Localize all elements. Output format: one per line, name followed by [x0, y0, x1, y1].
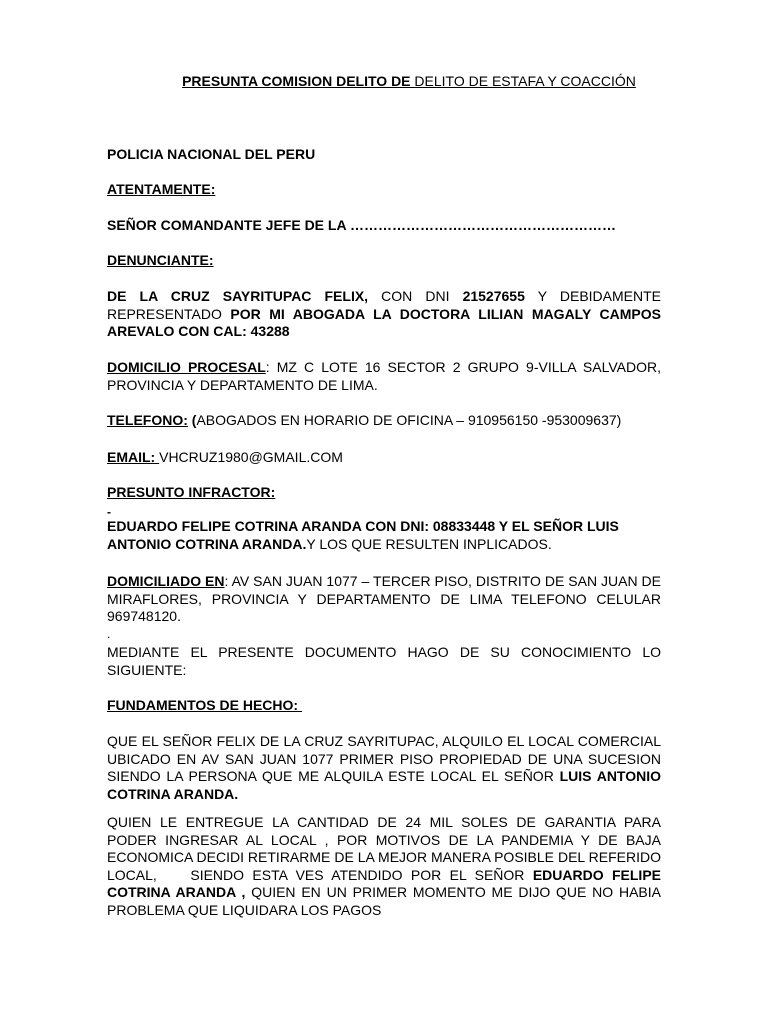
domicilio-procesal-value: : MZ C LOTE 16 SECTOR 2 GRUPO 9-VILLA SALVADOR, PROVINCIA Y DEPARTAMENTO DE LIMA. [107, 359, 661, 393]
domicilio-procesal-label: DOMICILIO PROCESAL [107, 359, 266, 375]
domiciliado-label: DOMICILIADO EN [107, 573, 225, 589]
telefono-paren: ( [187, 412, 197, 428]
denunciante-representative: POR MI ABOGADA LA DOCTORA LILIAN MAGALY CAMPOS AREVALO CON CAL: 43288 [107, 305, 661, 339]
fact-1-bold: LUIS ANTONIO COTRINA ARANDA. [107, 768, 662, 802]
infractor-dash-mark: - [107, 505, 111, 519]
authority-line: POLICIA NACIONAL DEL PERU [107, 146, 316, 162]
fact-paragraph-1 [107, 733, 661, 803]
addressee-line: SEÑOR COMANDANTE JEFE DE LA ………………………………………………… [107, 217, 616, 233]
domiciliado-value: : AV SAN JUAN 1077 – TERCER PISO, DISTRITO DE SAN JUAN DE MIRAFLORES, PROVINCIA Y DEPARTAMENTO DE LIMA TELEFONO CELULAR 969748120. [107, 573, 661, 624]
fundamentos-heading: FUNDAMENTOS DE HECHO: [107, 697, 302, 713]
fact-2-text-2: QUIEN EN UN PRIMER MOMENTO ME DIJO QUE NO HABIA PROBLEMA QUE LIQUIDARA LOS PAGOS [107, 884, 665, 918]
title-part-2: DELITO DE ESTAFA Y COACCIÓN [414, 73, 636, 89]
denunciante-name: DE LA CRUZ SAYRITUPAC FELIX, [107, 288, 369, 304]
telefono-line [107, 412, 661, 430]
denunciante-middle: Y DEBIDAMENTE REPRESENTADO [107, 288, 661, 322]
fact-paragraph-2 [107, 814, 665, 919]
domicilio-procesal-paragraph [107, 359, 661, 394]
denunciante-dni: 21527655 [462, 288, 525, 304]
dot-mark: . [107, 627, 111, 641]
infractor-paragraph [107, 518, 661, 553]
intro-paragraph: MEDIANTE EL PRESENTE DOCUMENTO HAGO DE SU CONOCIMIENTO LO SIGUIENTE: [107, 644, 661, 678]
domiciliado-paragraph [107, 573, 661, 626]
fact-2-text-1: QUIEN LE ENTREGUE LA CANTIDAD DE 24 MIL SOLES DE GARANTIA PARA PODER INGRESAR AL LOCAL , POR MOTIVOS DE LA PANDEMIA Y DE BAJA ECONOMICA DECIDI RETIRARME DE LA MEJOR MANERA POSIBLE DEL REFERIDO LOCAL, SIENDO ESTA VES ATENDIDO POR EL SEÑOR [107, 814, 665, 883]
denunciante-dni-prefix: CON DNI [368, 288, 463, 304]
telefono-value: ABOGADOS EN HORARIO DE OFICINA – 910956150 -953009637) [196, 412, 622, 428]
denunciante-heading: DENUNCIANTE: [107, 252, 214, 268]
email-label: EMAIL: [107, 449, 160, 465]
telefono-label: TELEFONO: [107, 412, 188, 428]
infractor-rest: Y LOS QUE RESULTEN INPLICADOS. [306, 535, 552, 552]
infractor-heading: PRESUNTO INFRACTOR: [107, 484, 276, 500]
title-part-1: PRESUNTA COMISION DELITO DE [182, 73, 415, 89]
denunciante-paragraph [107, 288, 661, 341]
atentamente-heading: ATENTAMENTE: [107, 181, 216, 197]
email-value: VHCRUZ1980@GMAIL.COM [159, 449, 343, 465]
fact-2-bold: EDUARDO FELIPE COTRINA ARANDA , [107, 866, 665, 900]
fact-1-text: QUE EL SEÑOR FELIX DE LA CRUZ SAYRITUPAC, ALQUILO EL LOCAL COMERCIAL UBICADO EN AV SAN JUAN 1077 PRIMER PISO PROPIEDAD DE UNA SUCESION SIENDO LA PERSONA QUE ME ALQUILA ESTE LOCAL EL SEÑOR [107, 733, 661, 784]
email-line [107, 449, 661, 467]
document-title [0, 73, 768, 89]
infractor-names: EDUARDO FELIPE COTRINA ARANDA CON DNI: 08833448 Y EL SEÑOR LUIS ANTONIO COTRINA ARANDA. [107, 518, 619, 552]
